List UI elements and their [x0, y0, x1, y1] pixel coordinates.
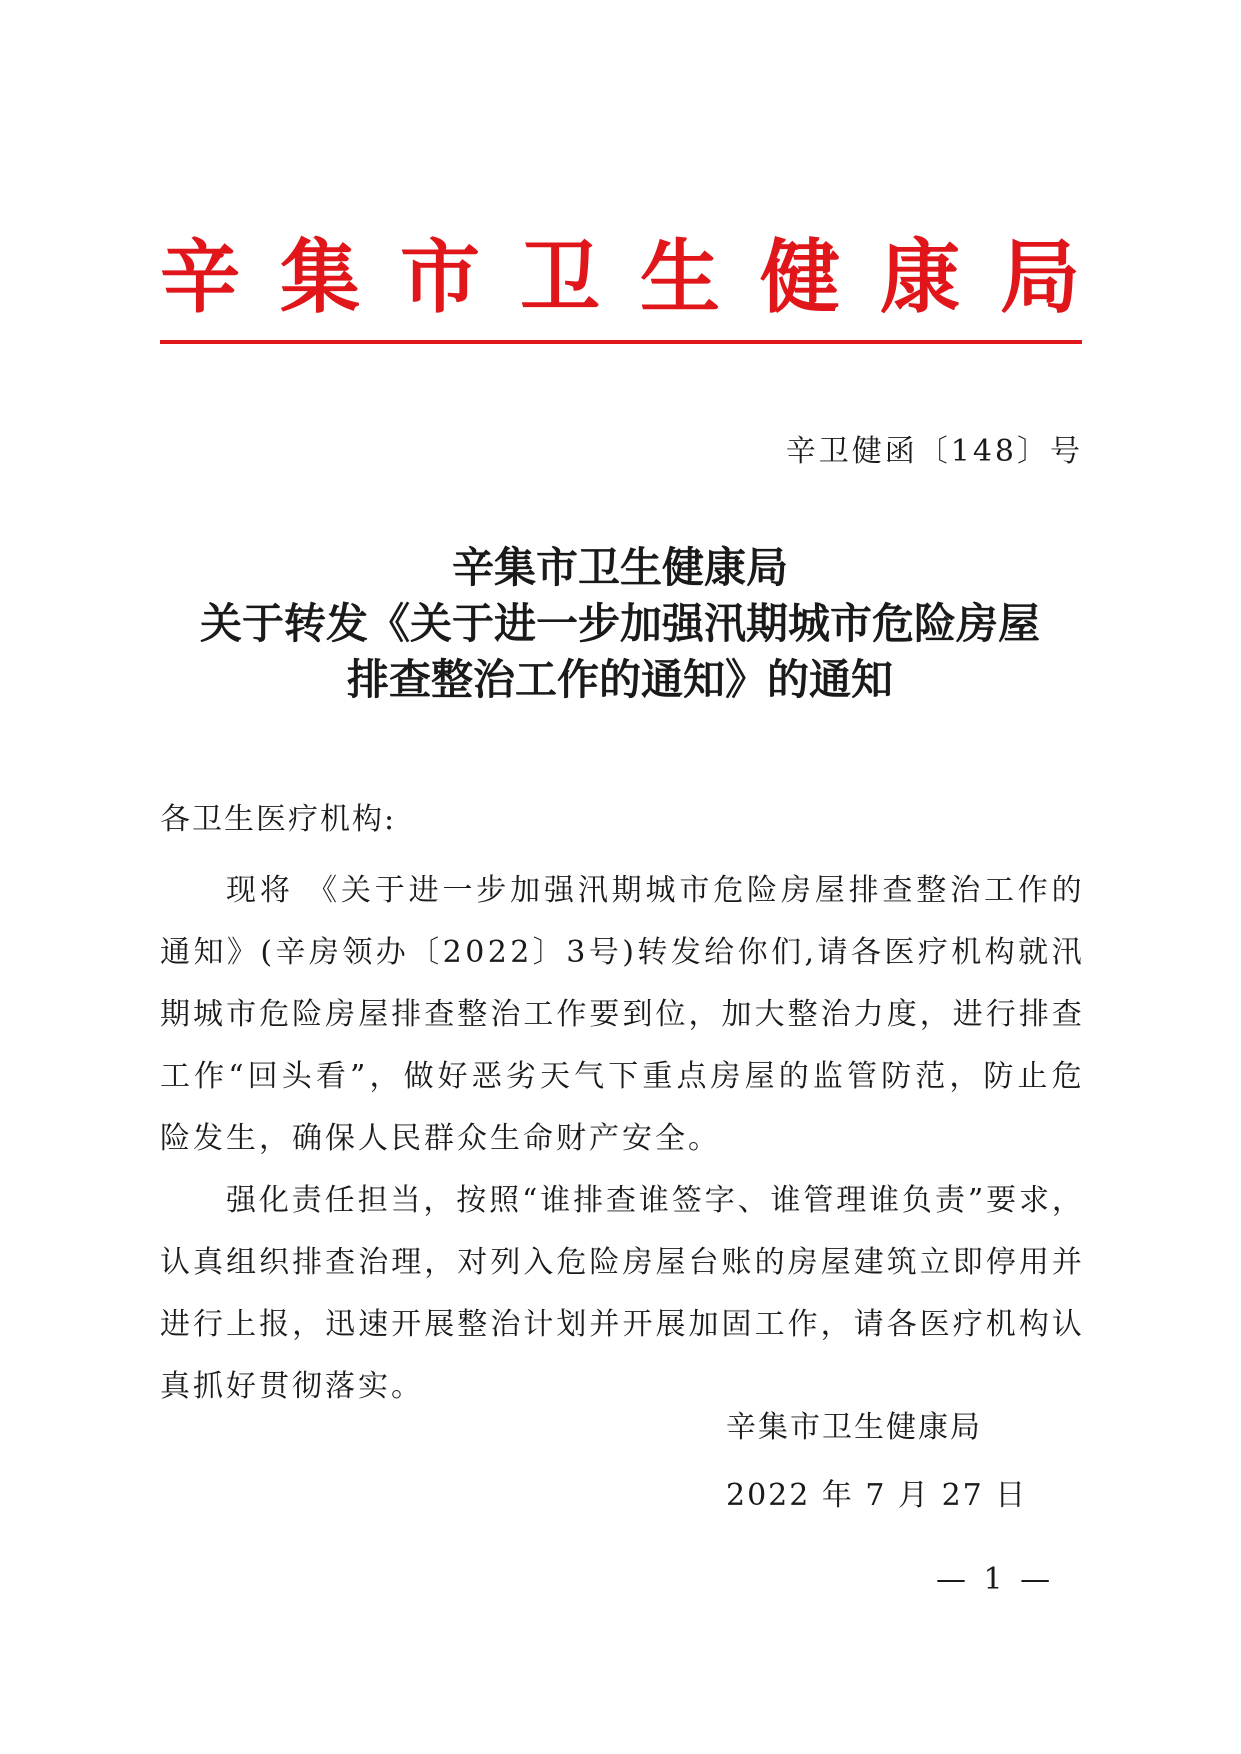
body-line: 强 化 责 任 担 当 ， 按 照 “ 谁 排 查 谁 签 字 、 谁 管 理 谁 负 责 ” 要 求 ， — [226, 1183, 1082, 1218]
header-char: 辛 — [160, 231, 240, 324]
recipient-salutation: 各卫生医疗机构: — [160, 802, 397, 837]
body-line: 通 知 》 ( 辛 房 领 办 〔 2 0 2 2 〕 3 号 ) 转 发 给 你 们 , 请 各 医 疗 机 构 就 汛 — [160, 935, 1082, 970]
body-line: 真抓好贯彻落实。 — [160, 1369, 424, 1404]
header-char: 市 — [400, 231, 480, 324]
header-char: 康 — [880, 231, 960, 324]
header-red-rule — [160, 340, 1082, 344]
header-char: 集 — [280, 231, 360, 324]
signature-date: 2022 年 7 月 27 日 — [726, 1478, 1028, 1513]
title-line: 关于转发《关于进一步加强汛期城市危险房屋 — [199, 599, 1040, 648]
title-line: 辛集市卫生健康局 — [451, 543, 788, 592]
header-char: 健 — [760, 231, 840, 324]
body-line: 进 行 上 报 ， 迅 速 开 展 整 治 计 划 并 开 展 加 固 工 作 ， 请 各 医 疗 机 构 认 — [160, 1307, 1082, 1342]
document-number: 辛卫健函〔148〕号 — [785, 434, 1083, 469]
body-line: 工 作 “ 回 头 看 ” ， 做 好 恶 劣 天 气 下 重 点 房 屋 的 监 管 防 范 ， 防 止 危 — [160, 1059, 1082, 1094]
header-char: 卫 — [520, 231, 600, 324]
header-char: 局 — [1000, 231, 1080, 324]
title-line: 排查整治工作的通知》的通知 — [346, 655, 893, 704]
body-line: 现 将 《 关 于 进 一 步 加 强 汛 期 城 市 危 险 房 屋 排 查 整 治 工 作 的 — [226, 873, 1082, 908]
body-line: 认 真 组 织 排 查 治 理 ， 对 列 入 危 险 房 屋 台 账 的 房 屋 建 筑 立 即 停 用 并 — [160, 1245, 1082, 1280]
issuer-header-title — [160, 228, 1080, 328]
body-text — [160, 860, 1082, 1418]
body-line: 险发生，确保人民群众生命财产安全。 — [160, 1121, 721, 1156]
body-line: 期 城 市 危 险 房 屋 排 查 整 治 工 作 要 到 位 ， 加 大 整 治 力 度 ， 进 行 排 查 — [160, 997, 1082, 1032]
header-char: 生 — [640, 231, 720, 324]
document-title — [150, 540, 1090, 708]
signature-issuer: 辛集市卫生健康局 — [726, 1410, 982, 1445]
page-number: — 1 — — [936, 1562, 1055, 1597]
